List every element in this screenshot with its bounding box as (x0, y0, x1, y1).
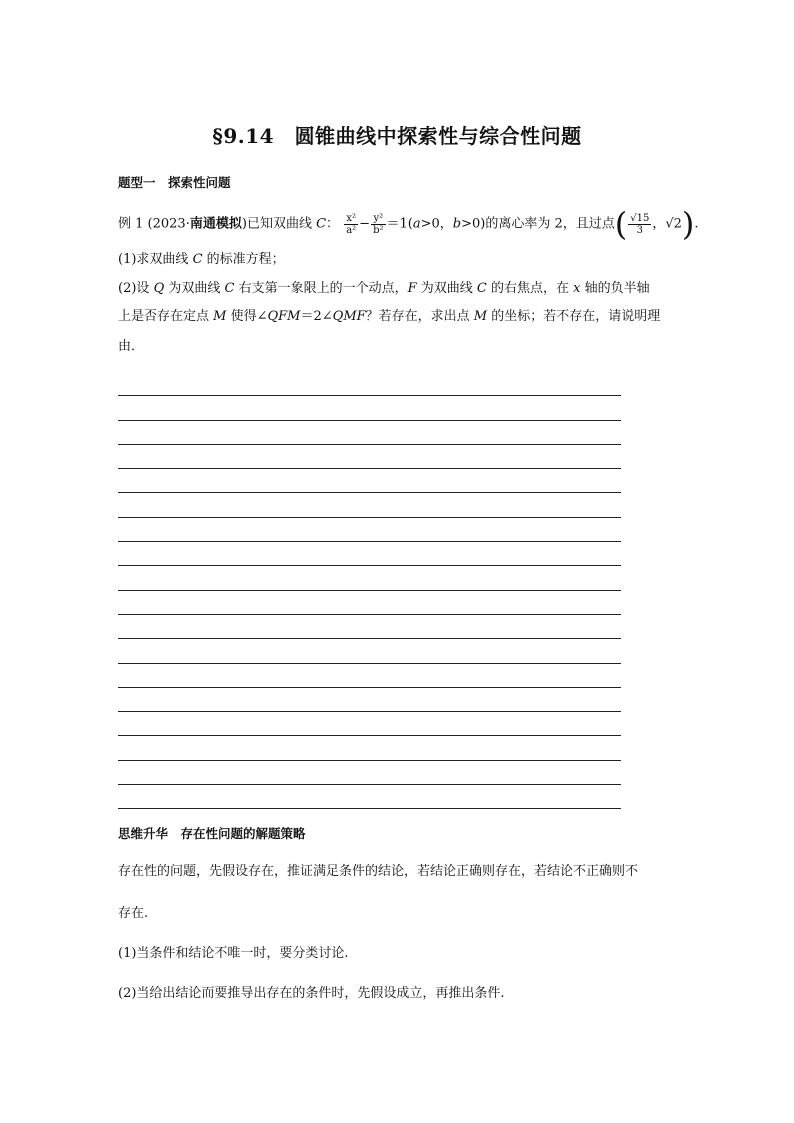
var-a: a (412, 216, 421, 232)
var-b: b (452, 216, 462, 232)
example-label: 例 1 (118, 216, 148, 232)
fraction-x2-a2 (344, 213, 358, 236)
fraction-y2-b2 (371, 213, 385, 236)
answer-line[interactable] (118, 736, 621, 760)
var-m: M (473, 309, 488, 324)
source-close: ) (241, 216, 247, 232)
cond-b: >0)的离心率为 2，且过点 (461, 216, 615, 232)
minus-sign: − (359, 216, 371, 232)
q2-text: 的坐标；若不存在，请说明理 (487, 309, 661, 324)
var-c: C (316, 216, 327, 232)
answer-line[interactable] (118, 542, 621, 566)
question-2-line-2 (118, 305, 660, 324)
fraction-denominator: 3 (636, 224, 643, 236)
question-1 (118, 248, 285, 267)
fraction-sqrt15-3 (628, 213, 651, 236)
answer-line[interactable] (118, 615, 621, 639)
q2-text: 的右焦点，在 (486, 281, 574, 296)
answer-line[interactable] (118, 785, 621, 809)
var-q: Q (153, 281, 165, 296)
tip-point-2: (2)当给出结论而要推导出存在的条件时，先假设成立，再推出条件. (118, 986, 505, 1001)
var-c: C (476, 281, 487, 296)
q2-text: 使得∠ (226, 309, 268, 324)
var-m: M (213, 309, 227, 324)
var-c: C (192, 252, 203, 267)
q2-text: (2)设 (118, 281, 154, 296)
q2-text: 右支第一象限上的一个动点， (234, 281, 408, 296)
answer-line[interactable] (118, 469, 621, 493)
answer-lines[interactable] (118, 372, 621, 809)
example-source: 南通模拟 (189, 216, 242, 232)
colon: ： (326, 216, 340, 232)
period: . (694, 216, 699, 232)
point-coordinates (615, 205, 695, 243)
answer-line[interactable] (118, 566, 621, 590)
right-paren: ) (681, 205, 695, 243)
answer-line[interactable] (118, 372, 621, 396)
answer-line[interactable] (118, 761, 621, 785)
tip-heading: 思维升华 存在性问题的解题策略 (118, 826, 306, 841)
section-heading: 题型一 探索性问题 (118, 175, 231, 190)
q2-text: 为双曲线 (164, 281, 225, 296)
answer-line[interactable] (118, 639, 621, 663)
tip-point-1: (1)当条件和结论不唯一时，要分类讨论. (118, 946, 349, 961)
var-x: x (573, 281, 581, 296)
question-2-line-1 (118, 277, 650, 296)
answer-line[interactable] (118, 591, 621, 615)
q2-text: ？若存在，求出点 (365, 309, 474, 324)
answer-line[interactable] (118, 493, 621, 517)
fraction-denominator: a² (346, 224, 357, 236)
tip-paragraph-2: 存在. (118, 906, 149, 921)
point-y: √2 (665, 216, 682, 232)
answer-line[interactable] (118, 421, 621, 445)
equals-one: ＝1( (386, 216, 413, 232)
tip-paragraph-1: 存在性的问题，先假设存在，推证满足条件的结论，若结论正确则存在，若结论不正确则不 (118, 864, 639, 879)
answer-line[interactable] (118, 688, 621, 712)
fraction-numerator: y² (371, 213, 385, 225)
source-open: (2023· (147, 216, 190, 232)
fraction-numerator: x² (344, 213, 358, 225)
q1-prefix: (1)求双曲线 (118, 252, 193, 267)
q2-text: 轴的负半轴 (580, 281, 650, 296)
angle-qfm: QFM (267, 309, 301, 324)
left-paren: ( (614, 205, 628, 243)
var-f: F (407, 281, 417, 296)
answer-line[interactable] (118, 445, 621, 469)
q2-text: ＝2∠ (300, 309, 333, 324)
answer-line[interactable] (118, 518, 621, 542)
q2-text: 为双曲线 (416, 281, 477, 296)
example-text: 已知双曲线 (246, 216, 317, 232)
angle-qmf: QMF (332, 309, 366, 324)
fraction-denominator: b² (373, 224, 384, 236)
q1-suffix: 的标准方程； (202, 252, 285, 267)
question-2-line-3: 由． (118, 339, 145, 354)
point-comma: ， (652, 216, 666, 232)
page-title: §9.14 圆锥曲线中探索性与综合性问题 (212, 124, 582, 148)
fraction-numerator: √15 (630, 212, 650, 224)
example-1-statement (118, 205, 699, 243)
var-c: C (224, 281, 235, 296)
answer-line[interactable] (118, 712, 621, 736)
cond-a: >0， (420, 216, 453, 232)
answer-line[interactable] (118, 664, 621, 688)
answer-line[interactable] (118, 396, 621, 420)
q2-text: 上是否存在定点 (118, 309, 214, 324)
